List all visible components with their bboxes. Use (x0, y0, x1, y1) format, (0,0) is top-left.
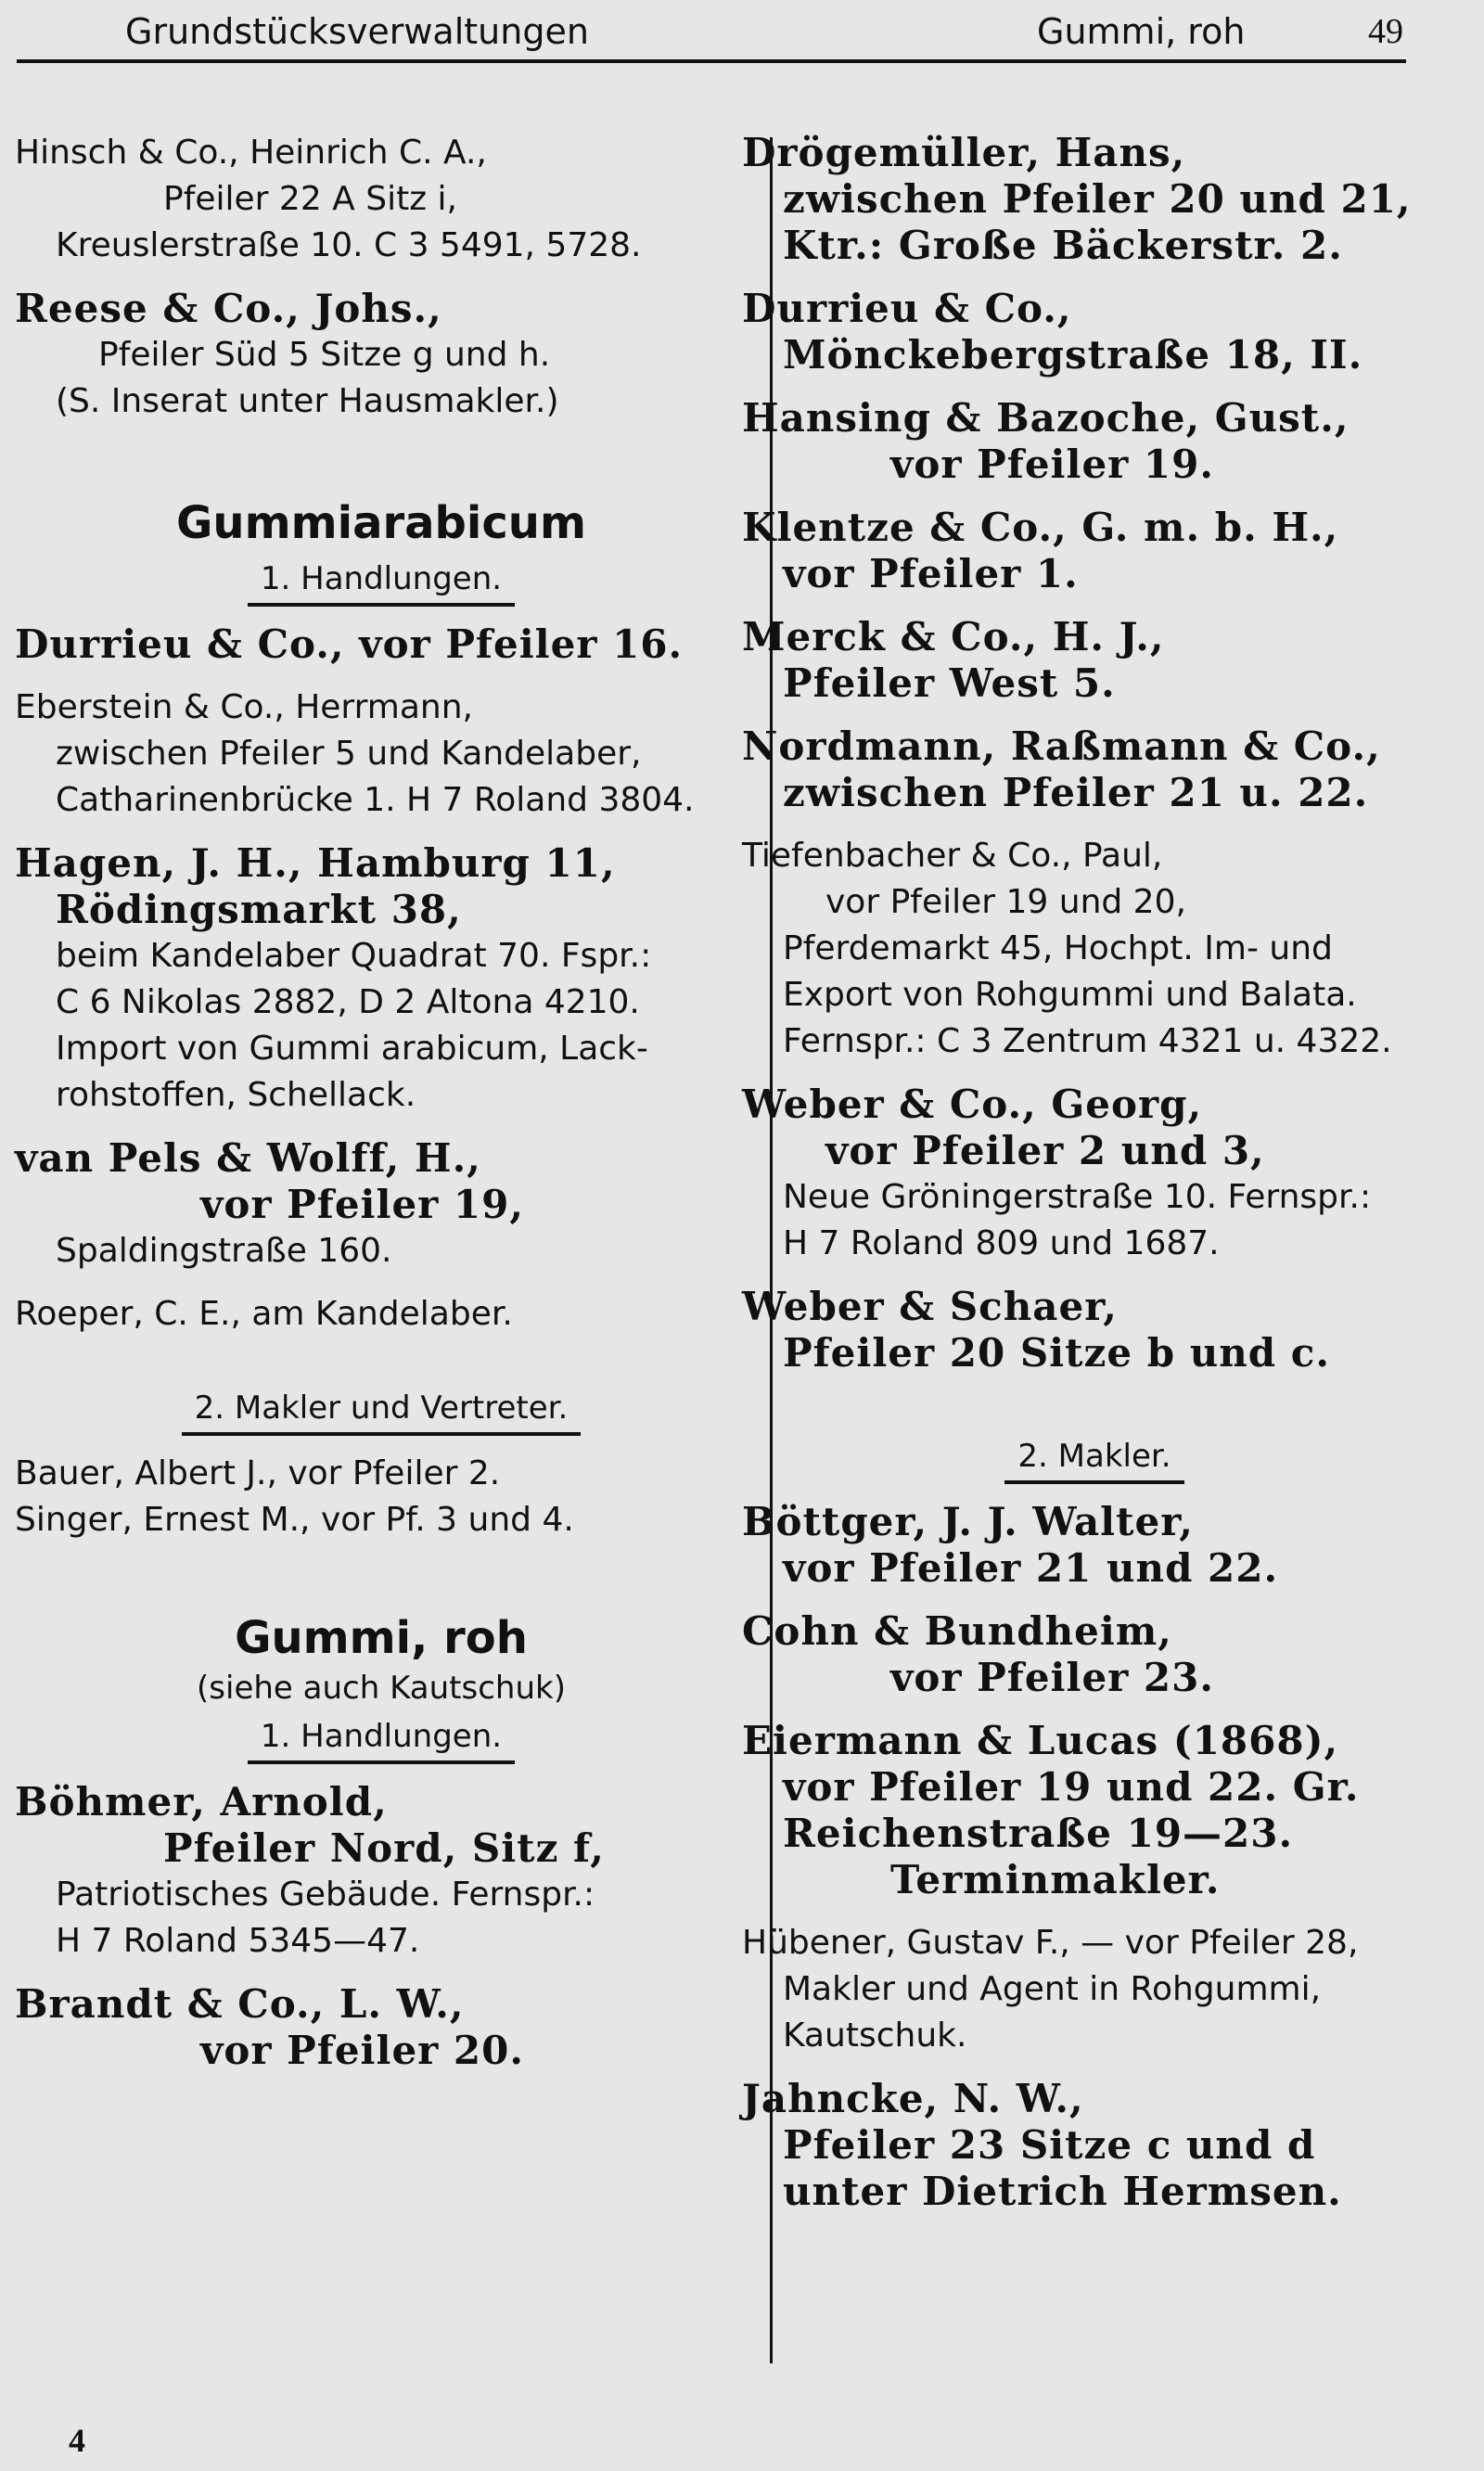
running-head-section: Gummi, roh (1037, 11, 1246, 52)
entry-line: Ktr.: Große Bäckerstr. 2. (783, 223, 1343, 268)
entry-line: Kreuslerstraße 10. C 3 5491, 5728. (56, 226, 642, 264)
entry-line: unter Dietrich Hermsen. (783, 2169, 1342, 2214)
entry-line: Makler und Agent in Rohgummi, (783, 1970, 1322, 2008)
entry-line: Eiermann & Lucas (1868), (742, 1718, 1339, 1763)
entry-line: vor Pfeiler 19, (200, 1182, 524, 1227)
entry-line: Singer, Ernest M., vor Pf. 3 und 4. (15, 1501, 574, 1539)
entry-line: Pfeiler West 5. (783, 660, 1116, 706)
entry-line: vor Pfeiler 19. (890, 442, 1214, 487)
entry-line: C 6 Nikolas 2882, D 2 Altona 4210. (56, 983, 640, 1021)
entry-line: Import von Gummi arabicum, Lack- (56, 1030, 648, 1068)
entry-line: beim Kandelaber Quadrat 70. Fspr.: (56, 937, 652, 975)
entry-bauer-singer (15, 1451, 748, 1543)
entry-line: Pfeiler Süd 5 Sitze g und h. (98, 336, 551, 374)
entry-klentze (742, 505, 1447, 597)
entry-line: Durrieu & Co., (742, 286, 1072, 331)
entry-line: Bauer, Albert J., vor Pfeiler 2. (15, 1454, 501, 1492)
entry-line: Hagen, J. H., Hamburg 11, (15, 840, 616, 886)
entry-line: zwischen Pfeiler 20 und 21, (783, 176, 1412, 222)
entry-line: Hübener, Gustav F., — vor Pfeiler 28, (742, 1924, 1359, 1962)
entry-boehmer (15, 1779, 748, 1965)
entry-line: H 7 Roland 5345—47. (56, 1922, 420, 1960)
entry-line: Böttger, J. J. Walter, (742, 1499, 1194, 1544)
entry-line: (S. Inserat unter Hausmakler.) (56, 382, 559, 420)
entry-hinsch (15, 130, 748, 269)
entry-line: Hansing & Bazoche, Gust., (742, 395, 1350, 441)
entry-line: rohstoffen, Schellack. (56, 1076, 416, 1114)
entry-line: Pfeiler Nord, Sitz f, (163, 1825, 605, 1871)
page-number: 49 (1368, 12, 1403, 51)
entry-durrieu (15, 621, 748, 668)
entry-line: Catharinenbrücke 1. H 7 Roland 3804. (56, 781, 695, 819)
entry-line: Merck & Co., H. J., (742, 614, 1165, 659)
entry-line: vor Pfeiler 23. (890, 1655, 1214, 1700)
entry-line: Brandt & Co., L. W., (15, 1981, 465, 2027)
running-head-left: Grundstücksverwaltungen (125, 11, 589, 52)
section-title-gummi-roh: Gummi, roh (235, 1612, 528, 1664)
entry-reese (15, 286, 748, 425)
entry-van-pels (15, 1135, 748, 1274)
entry-line: Kautschuk. (783, 2016, 967, 2055)
entry-jahncke (742, 2076, 1447, 2215)
entry-brandt (15, 1981, 748, 2074)
signature-mark: 4 (69, 2422, 85, 2459)
left-column (15, 130, 748, 2091)
entry-hansing (742, 395, 1447, 488)
entry-boettger (742, 1499, 1447, 1592)
entry-line: Export von Rohgummi und Balata. (783, 976, 1357, 1014)
entry-line: Weber & Co., Georg, (742, 1082, 1203, 1127)
entry-line: Pfeiler 20 Sitze b und c. (783, 1330, 1330, 1376)
entry-line: vor Pfeiler 21 und 22. (783, 1545, 1279, 1591)
entry-eberstein (15, 685, 748, 824)
right-column (742, 130, 1447, 2232)
entry-line: vor Pfeiler 19 und 22. Gr. (783, 1764, 1360, 1810)
entry-tiefenbacher (742, 833, 1447, 1065)
entry-weber-georg (742, 1082, 1447, 1267)
entry-line: Rödingsmarkt 38, (56, 887, 462, 932)
entry-cohn (742, 1608, 1447, 1701)
subheading-text: 2. Makler und Vertreter. (182, 1389, 582, 1436)
entry-huebener (742, 1920, 1447, 2059)
entry-line: Pferdemarkt 45, Hochpt. Im- und (783, 929, 1333, 967)
entry-line: Drögemüller, Hans, (742, 130, 1186, 175)
header-rule (17, 59, 1406, 63)
subheading-handlungen (15, 560, 748, 607)
entry-line: Reichenstraße 19—23. (783, 1811, 1294, 1856)
subheading-makler-vertreter (15, 1389, 748, 1436)
entry-eiermann (742, 1718, 1447, 1903)
entry-line: Neue Gröningerstraße 10. Fernspr.: (783, 1178, 1372, 1216)
entry-weber-schaer (742, 1284, 1447, 1376)
subheading-handlungen-roh (15, 1718, 748, 1764)
entry-line: Spaldingstraße 160. (56, 1232, 392, 1270)
entry-line: Durrieu & Co., vor Pfeiler 16. (15, 621, 684, 667)
entry-nordmann (742, 723, 1447, 816)
entry-line: vor Pfeiler 2 und 3, (825, 1128, 1265, 1173)
entry-merck (742, 614, 1447, 707)
entry-line: Patriotisches Gebäude. Fernspr.: (56, 1876, 595, 1914)
entry-line: Hinsch & Co., Heinrich C. A., (15, 134, 487, 172)
entry-line: Fernspr.: C 3 Zentrum 4321 u. 4322. (783, 1022, 1392, 1060)
entry-line: Pfeiler 22 A Sitz i, (163, 180, 458, 218)
entry-line: H 7 Roland 809 und 1687. (783, 1224, 1220, 1262)
entry-droegemueller (742, 130, 1447, 269)
entry-line: Jahncke, N. W., (742, 2076, 1084, 2121)
entry-line: Klentze & Co., G. m. b. H., (742, 505, 1339, 550)
entry-line: Roeper, C. E., am Kandelaber. (15, 1295, 513, 1333)
subheading-makler (742, 1438, 1447, 1484)
entry-line: Pfeiler 23 Sitze c und d (783, 2122, 1316, 2168)
entry-line: Terminmakler. (890, 1857, 1221, 1902)
entry-line: Eberstein & Co., Herrmann, (15, 688, 473, 726)
subheading-text: 1. Handlungen. (248, 1718, 515, 1764)
entry-line: Nordmann, Raßmann & Co., (742, 723, 1381, 769)
entry-roeper (15, 1291, 748, 1338)
entry-line: Mönckebergstraße 18, II. (783, 332, 1363, 378)
entry-line: zwischen Pfeiler 5 und Kandelaber, (56, 735, 642, 773)
entry-line: Reese & Co., Johs., (15, 286, 442, 331)
entry-line: Tiefenbacher & Co., Paul, (742, 837, 1163, 875)
entry-line: vor Pfeiler 1. (783, 551, 1079, 596)
entry-durrieu-roh (742, 286, 1447, 378)
entry-line: zwischen Pfeiler 21 u. 22. (783, 770, 1369, 815)
entry-line: Böhmer, Arnold, (15, 1779, 388, 1824)
subheading-text: 1. Handlungen. (248, 560, 515, 607)
section-note: (siehe auch Kautschuk) (197, 1670, 566, 1707)
entry-hagen (15, 840, 748, 1119)
entry-line: vor Pfeiler 20. (200, 2028, 524, 2073)
subheading-text: 2. Makler. (1004, 1438, 1183, 1484)
section-title-gummiarabicum: Gummiarabicum (176, 497, 586, 549)
entry-line: Cohn & Bundheim, (742, 1608, 1172, 1654)
entry-line: van Pels & Wolff, H., (15, 1135, 481, 1181)
entry-line: vor Pfeiler 19 und 20, (825, 883, 1186, 921)
entry-line: Weber & Schaer, (742, 1284, 1118, 1329)
